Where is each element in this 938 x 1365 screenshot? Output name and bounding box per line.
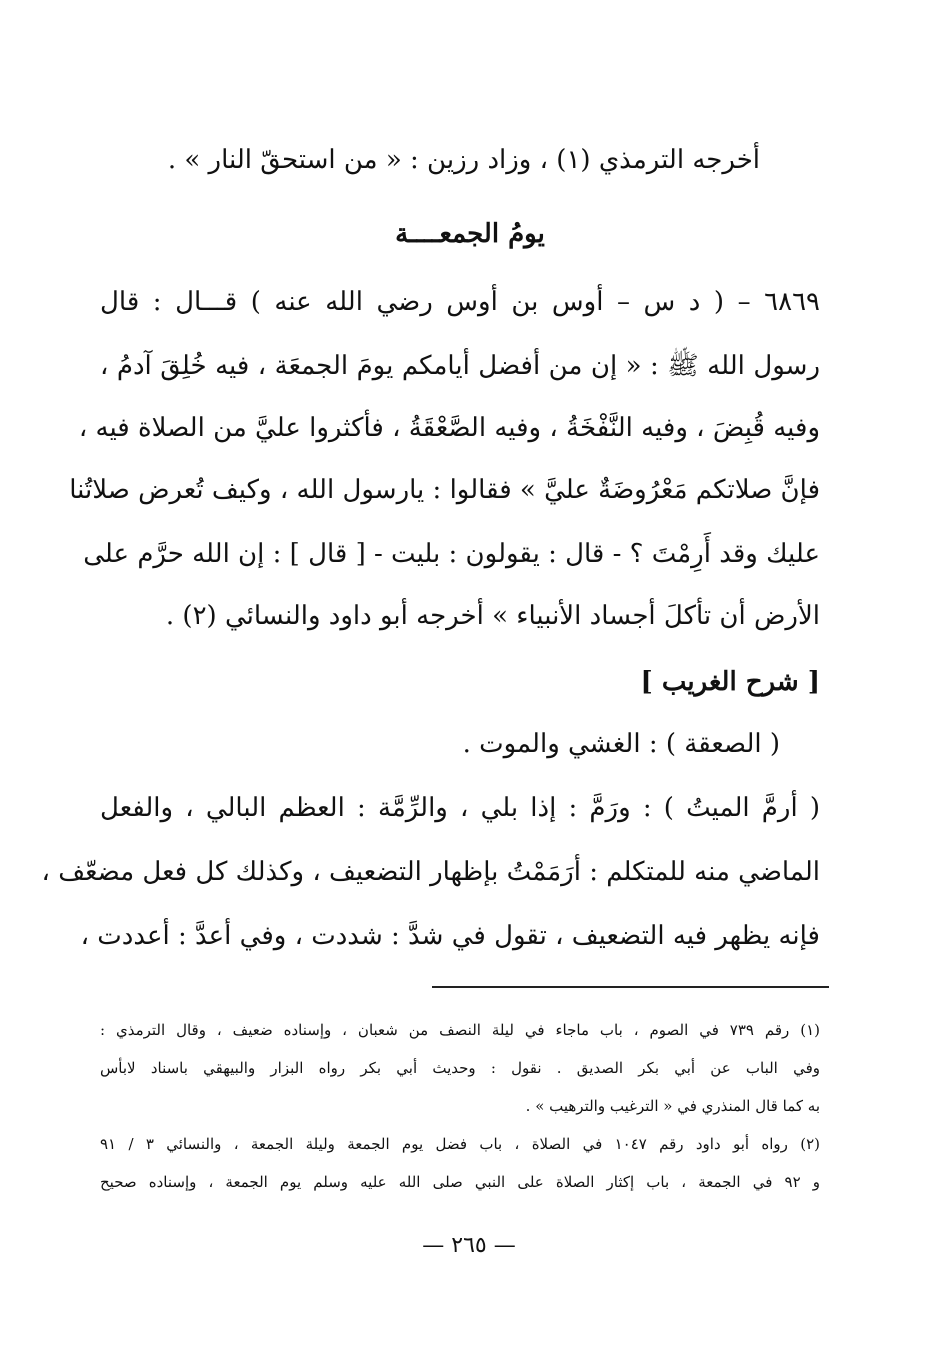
footnote-1-line-3: به كما قال المنذري في « الترغيب والترهيب » . <box>525 1097 820 1115</box>
footnote-separator <box>432 986 829 988</box>
section-heading: يومُ الجمعــــة <box>395 219 545 249</box>
glossary-heading: [ شرح الغريب ] <box>640 667 820 697</box>
body-line-4: رسول الله ﷺ : « إن من أفضل أيامكم يومَ الجمعَة ، فيه خُلِقَ آدمُ ، <box>100 351 820 381</box>
glossary-line-1: ( الصعقة ) : الغشي والموت . <box>462 729 780 759</box>
body-line-6: فإنَّ صلاتكم مَعْرُوضَةٌ عليَّ » فقالوا : يارسول الله ، وكيف تُعرض صلاتُنا <box>69 475 820 505</box>
glossary-line-4: فإنه يظهر فيه التضعيف ، تقول في شدَّ : شددت ، وفي أعدَّ : أعددت ، <box>80 921 820 951</box>
footnote-1-line-2: وفي الباب عن أبي بكر الصديق . نقول : وحديث أبي بكر رواه البزار والبيهقي باسناد لابأس <box>100 1059 820 1077</box>
body-line-7: عليك وقد أَرِمْتَ ؟ - قال : يقولون : بليت - [ قال ] : إن الله حرَّم على <box>83 539 820 569</box>
footnote-2-line-2: و ٩٢ في الجمعة ، باب إكثار الصلاة على النبي صلى الله عليه وسلم يوم الجمعة ، وإسناده صحيح <box>100 1173 821 1191</box>
glossary-line-3: الماضي منه للمتكلم : أرَمَمْتُ بإظهار التضعيف ، وكذلك كل فعل مضعّف ، <box>41 857 820 887</box>
glossary-line-2: ( أرمَّ الميتُ ) : ورَمَّ : إذا بلي ، والرِّمَّة : العظم البالي ، والفعل <box>100 793 820 823</box>
body-line-1: أخرجه الترمذي (١) ، وزاد رزين : « من استحقّ النار » . <box>167 145 760 175</box>
footnote-1-line-1: (١) رقم ٧٣٩ في الصوم ، باب ماجاء في ليلة النصف من شعبان ، وإسناده ضعيف ، وقال الترمذي : <box>100 1021 820 1039</box>
page-number: — ٢٦٥ — <box>422 1233 516 1258</box>
hadith-number-line: ٦٨٦٩ – ( د س – أوس بن أوس رضي الله عنه ) قـــال : قال <box>100 287 820 317</box>
body-line-8: الأرض أن تأكلَ أجساد الأنبياء » أخرجه أبو داود والنسائي (٢) . <box>165 601 820 631</box>
footnote-2-line-1: (٢) رواه أبو داود رقم ١٠٤٧ في الصلاة ، باب فضل يوم الجمعة وليلة الجمعة ، والنسائي ٣ / ٩١ <box>100 1135 821 1153</box>
body-line-5: وفيه قُبِضَ ، وفيه النَّفْخَةُ ، وفيه الصَّعْقَةُ ، فأكثروا عليَّ من الصلاة فيه ، <box>78 413 820 443</box>
